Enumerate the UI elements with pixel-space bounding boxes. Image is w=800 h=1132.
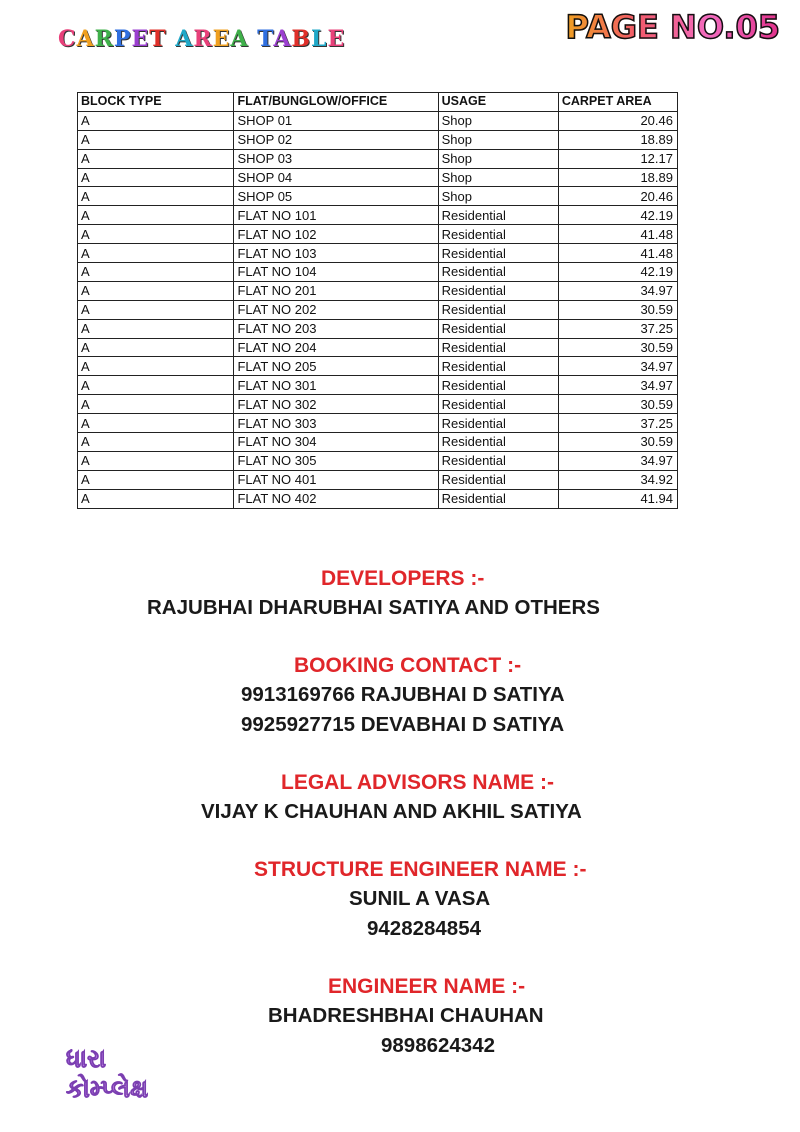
cell-carpet-area: 30.59 (558, 338, 677, 357)
cell-carpet-area: 20.46 (558, 187, 677, 206)
header-carpet-area: CARPET AREA (558, 93, 677, 112)
developers-name: RAJUBHAI DHARUBHAI SATIYA AND OTHERS (147, 596, 600, 619)
cell-usage: Residential (438, 433, 558, 452)
table-row (78, 319, 678, 338)
cell-usage: Residential (438, 357, 558, 376)
cell-block-type: A (78, 376, 234, 395)
engineer-heading: ENGINEER NAME :- (328, 975, 526, 998)
cell-flat: FLAT NO 203 (234, 319, 438, 338)
cell-block-type: A (78, 414, 234, 433)
cell-block-type: A (78, 357, 234, 376)
cell-carpet-area: 30.59 (558, 300, 677, 319)
cell-usage: Shop (438, 111, 558, 130)
table-row (78, 433, 678, 452)
header-flat: FLAT/BUNGLOW/OFFICE (234, 93, 438, 112)
cell-carpet-area: 30.59 (558, 433, 677, 452)
table-row (78, 130, 678, 149)
booking-contact-2: 9925927715 DEVABHAI D SATIYA (241, 713, 565, 736)
page-number-label: PAGE NO.05 (565, 8, 780, 46)
project-logo (66, 1044, 296, 1106)
cell-block-type: A (78, 319, 234, 338)
header-block-type: BLOCK TYPE (78, 93, 234, 112)
cell-flat: FLAT NO 102 (234, 225, 438, 244)
cell-flat: FLAT NO 201 (234, 281, 438, 300)
legal-advisors-name: VIJAY K CHAUHAN AND AKHIL SATIYA (201, 800, 582, 823)
cell-flat: FLAT NO 304 (234, 433, 438, 452)
header-usage: USAGE (438, 93, 558, 112)
cell-block-type: A (78, 206, 234, 225)
cell-usage: Shop (438, 130, 558, 149)
cell-block-type: A (78, 470, 234, 489)
cell-block-type: A (78, 187, 234, 206)
cell-usage: Residential (438, 244, 558, 263)
cell-carpet-area: 34.97 (558, 376, 677, 395)
cell-usage: Residential (438, 319, 558, 338)
cell-usage: Shop (438, 149, 558, 168)
cell-carpet-area: 34.97 (558, 357, 677, 376)
engineer-name: BHADRESHBHAI CHAUHAN (268, 1004, 544, 1027)
cell-block-type: A (78, 111, 234, 130)
cell-carpet-area: 37.25 (558, 414, 677, 433)
cell-carpet-area: 30.59 (558, 395, 677, 414)
table-row (78, 414, 678, 433)
cell-usage: Residential (438, 470, 558, 489)
cell-flat: SHOP 05 (234, 187, 438, 206)
cell-carpet-area: 41.48 (558, 225, 677, 244)
developers-heading: DEVELOPERS :- (321, 567, 485, 590)
cell-flat: SHOP 02 (234, 130, 438, 149)
booking-contact-1: 9913169766 RAJUBHAI D SATIYA (241, 683, 565, 706)
table-row (78, 376, 678, 395)
cell-flat: FLAT NO 305 (234, 451, 438, 470)
cell-carpet-area: 42.19 (558, 206, 677, 225)
page-title: CARPET AREA TABLE (58, 26, 346, 52)
cell-flat: FLAT NO 101 (234, 206, 438, 225)
cell-carpet-area: 42.19 (558, 263, 677, 282)
table-row (78, 244, 678, 263)
cell-block-type: A (78, 433, 234, 452)
cell-block-type: A (78, 225, 234, 244)
legal-advisors-heading: LEGAL ADVISORS NAME :- (281, 771, 555, 794)
table-row (78, 300, 678, 319)
cell-usage: Residential (438, 414, 558, 433)
table-row (78, 395, 678, 414)
cell-carpet-area: 34.92 (558, 470, 677, 489)
cell-flat: SHOP 04 (234, 168, 438, 187)
logo-line-2: કોમ્પ્લેક્ષ (66, 1074, 149, 1103)
cell-flat: FLAT NO 303 (234, 414, 438, 433)
cell-block-type: A (78, 338, 234, 357)
cell-carpet-area: 20.46 (558, 111, 677, 130)
table-row (78, 357, 678, 376)
table-row (78, 338, 678, 357)
booking-contact-heading: BOOKING CONTACT :- (294, 654, 522, 677)
cell-usage: Shop (438, 168, 558, 187)
cell-usage: Residential (438, 300, 558, 319)
cell-block-type: A (78, 300, 234, 319)
table-row (78, 263, 678, 282)
table-row (78, 489, 678, 508)
table-row (78, 149, 678, 168)
table-row (78, 451, 678, 470)
cell-block-type: A (78, 451, 234, 470)
cell-flat: FLAT NO 401 (234, 470, 438, 489)
cell-carpet-area: 34.97 (558, 281, 677, 300)
carpet-area-table (77, 92, 678, 509)
cell-flat: SHOP 03 (234, 149, 438, 168)
cell-block-type: A (78, 489, 234, 508)
cell-flat: FLAT NO 205 (234, 357, 438, 376)
cell-usage: Residential (438, 395, 558, 414)
cell-usage: Residential (438, 451, 558, 470)
cell-flat: SHOP 01 (234, 111, 438, 130)
cell-block-type: A (78, 149, 234, 168)
cell-block-type: A (78, 281, 234, 300)
cell-block-type: A (78, 168, 234, 187)
cell-carpet-area: 41.94 (558, 489, 677, 508)
cell-flat: FLAT NO 204 (234, 338, 438, 357)
table-row (78, 168, 678, 187)
cell-carpet-area: 34.97 (558, 451, 677, 470)
structure-engineer-heading: STRUCTURE ENGINEER NAME :- (254, 858, 587, 881)
cell-carpet-area: 18.89 (558, 130, 677, 149)
cell-block-type: A (78, 395, 234, 414)
cell-usage: Residential (438, 263, 558, 282)
cell-flat: FLAT NO 301 (234, 376, 438, 395)
cell-usage: Residential (438, 206, 558, 225)
logo-line-1: ધારા (66, 1044, 107, 1073)
cell-carpet-area: 18.89 (558, 168, 677, 187)
table-row (78, 111, 678, 130)
cell-flat: FLAT NO 302 (234, 395, 438, 414)
cell-usage: Residential (438, 338, 558, 357)
cell-block-type: A (78, 263, 234, 282)
cell-usage: Residential (438, 489, 558, 508)
cell-carpet-area: 41.48 (558, 244, 677, 263)
cell-block-type: A (78, 244, 234, 263)
cell-flat: FLAT NO 104 (234, 263, 438, 282)
cell-usage: Residential (438, 376, 558, 395)
table-row (78, 281, 678, 300)
cell-carpet-area: 37.25 (558, 319, 677, 338)
cell-flat: FLAT NO 202 (234, 300, 438, 319)
structure-engineer-phone: 9428284854 (367, 917, 482, 940)
cell-block-type: A (78, 130, 234, 149)
table-row (78, 206, 678, 225)
cell-flat: FLAT NO 402 (234, 489, 438, 508)
table-row (78, 187, 678, 206)
cell-usage: Residential (438, 225, 558, 244)
table-row (78, 225, 678, 244)
table-header-row (78, 93, 678, 112)
structure-engineer-name: SUNIL A VASA (349, 887, 491, 910)
engineer-phone: 9898624342 (381, 1034, 496, 1057)
cell-flat: FLAT NO 103 (234, 244, 438, 263)
cell-usage: Shop (438, 187, 558, 206)
table-row (78, 470, 678, 489)
cell-usage: Residential (438, 281, 558, 300)
cell-carpet-area: 12.17 (558, 149, 677, 168)
